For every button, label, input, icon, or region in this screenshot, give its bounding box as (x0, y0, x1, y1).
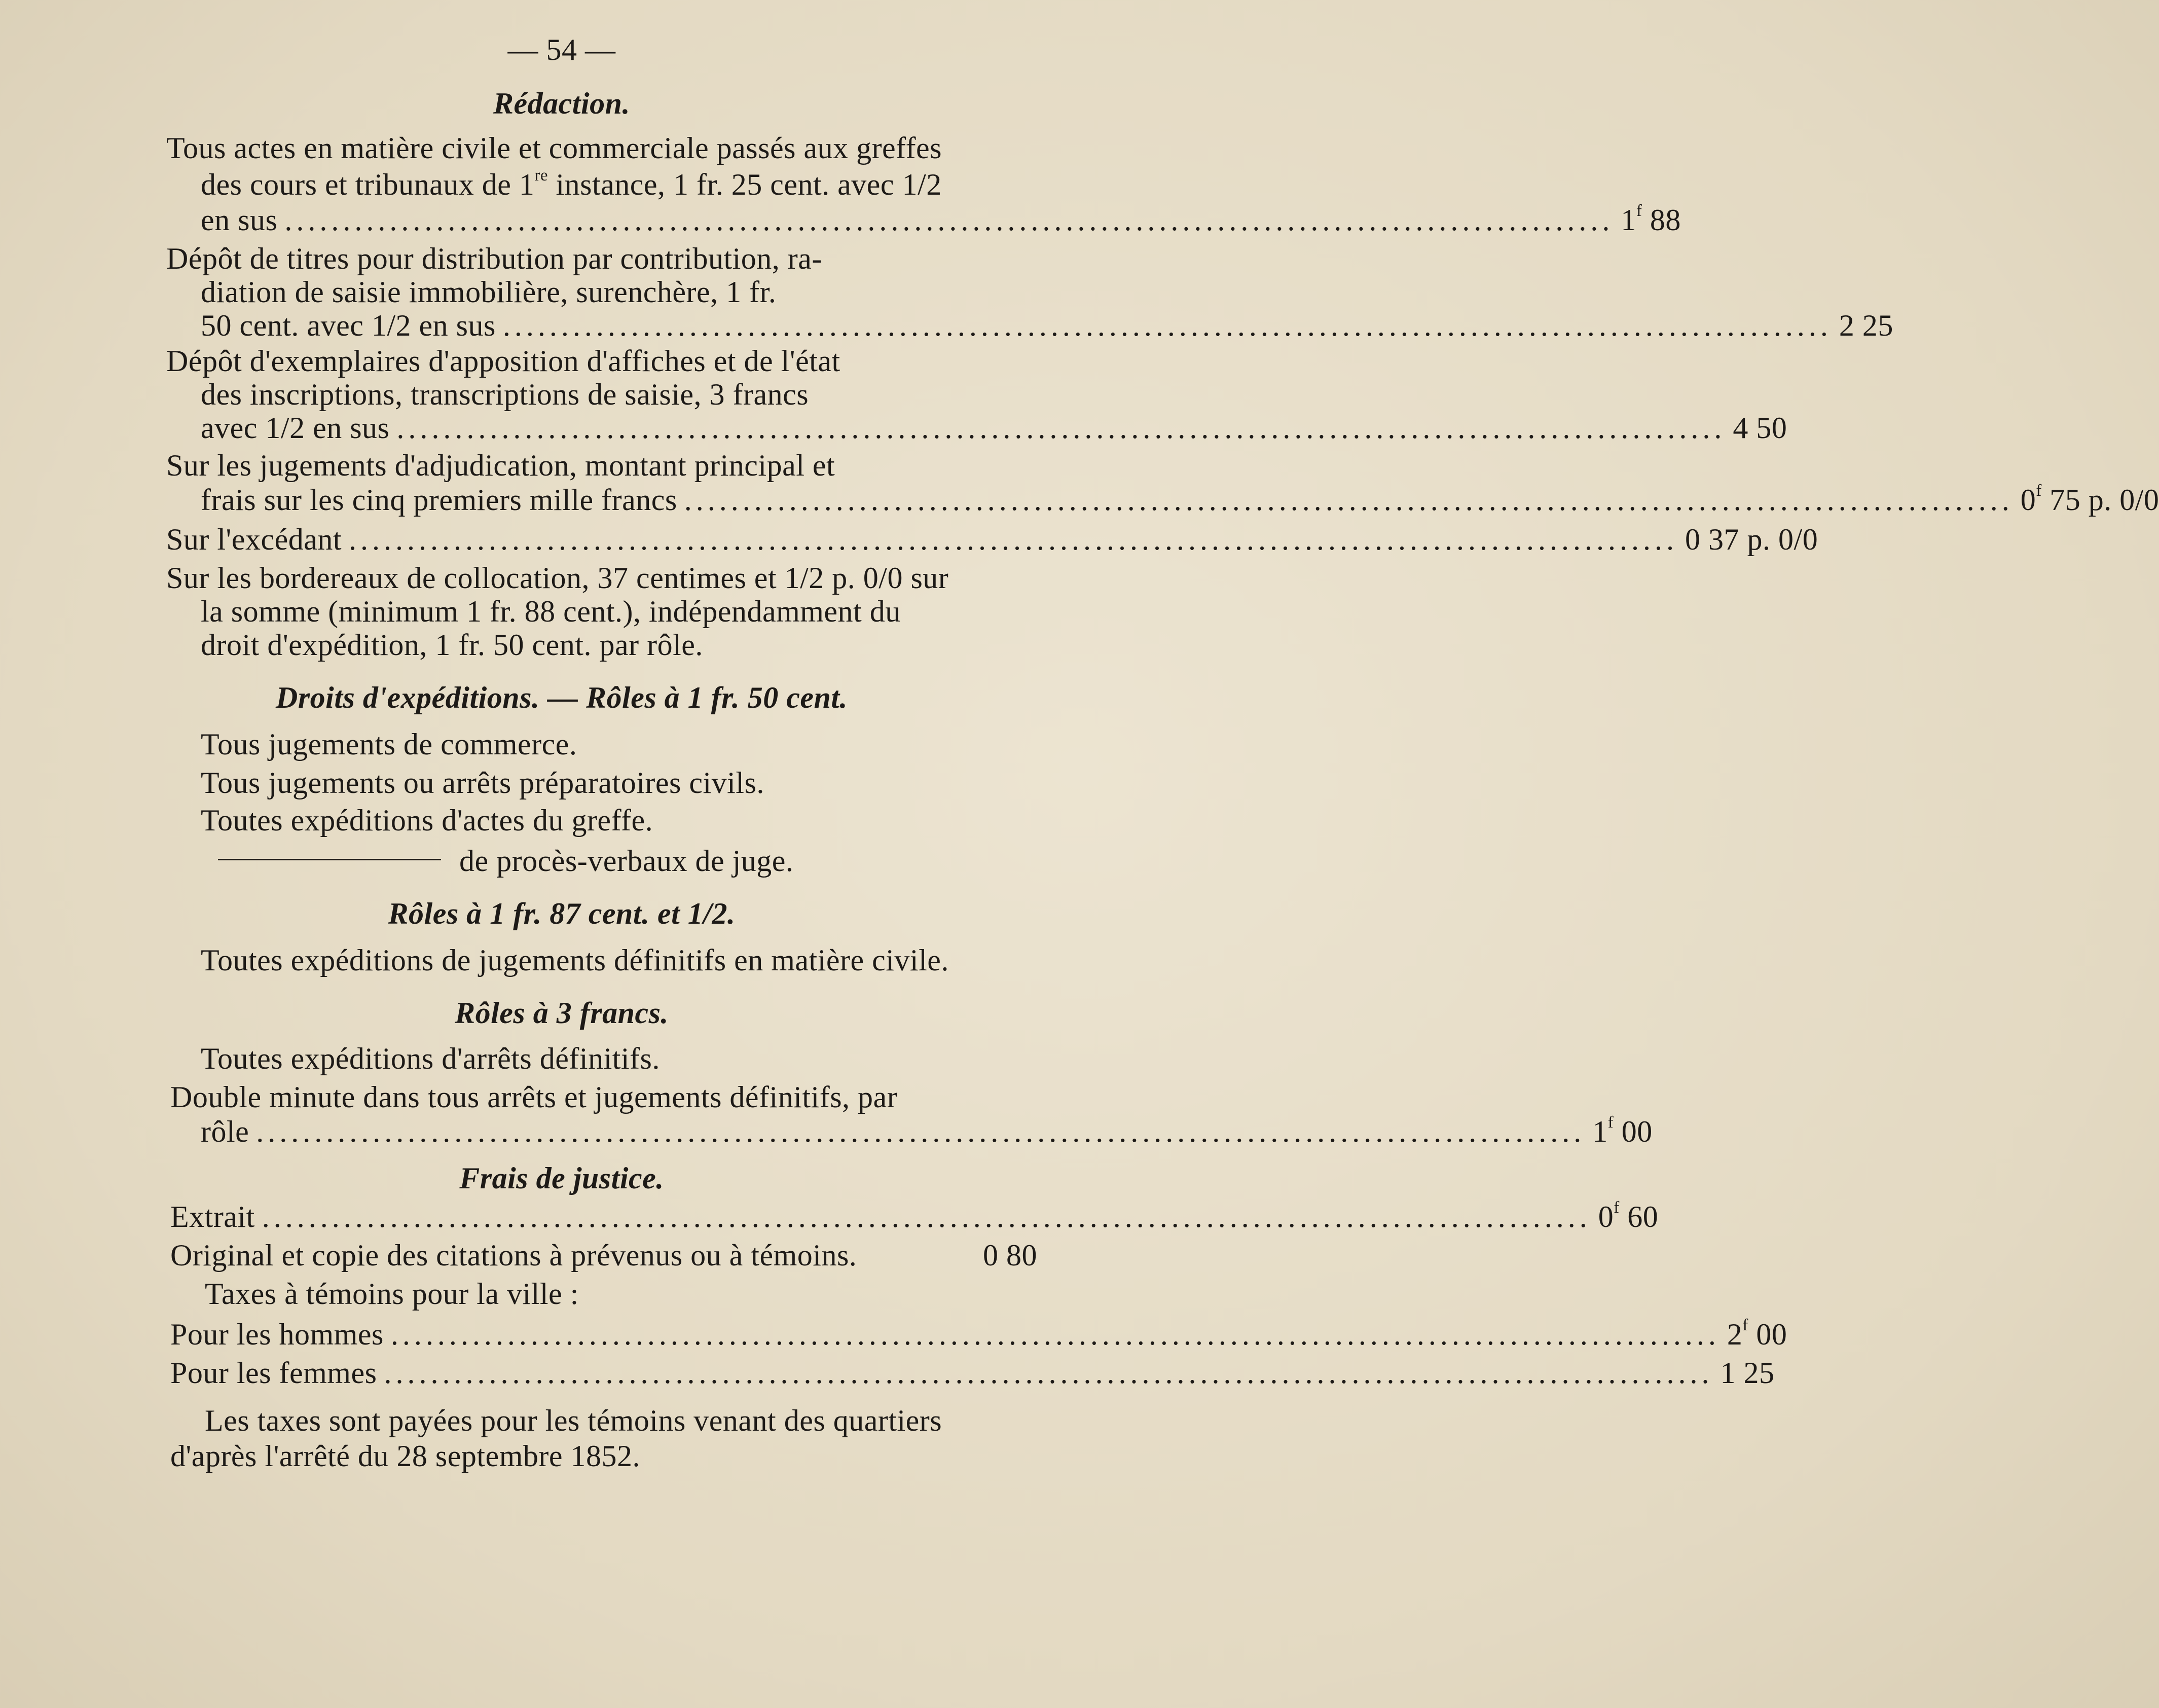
entry-label: Pour les hommes (170, 1318, 384, 1351)
note-text: d'après l'arrêté du 28 septembre 1852. (170, 1439, 640, 1473)
franc-superscript: f (1636, 201, 1642, 220)
leader-line (201, 201, 1681, 238)
leader-dots: .................................................................................................................. (502, 309, 1832, 342)
leader-dots: .................................................................................................................. (384, 1356, 1713, 1390)
amount-part: 75 p. 0/0 (2041, 483, 2159, 517)
entry-label: Extrait (170, 1200, 255, 1233)
leader-dots: .................................................................................................................. (262, 1200, 1591, 1233)
ordinal-superscript: re (534, 166, 548, 185)
leader-line (170, 1237, 1037, 1274)
entry-text: la somme (minimum 1 fr. 88 cent.), indépendamment du (201, 595, 901, 628)
ditto-rule (218, 859, 441, 860)
entry-label: avec 1/2 en sus (201, 411, 390, 445)
franc-superscript: f (1742, 1316, 1748, 1334)
list-item: Tous jugements de commerce. (201, 728, 577, 761)
section-heading-redaction: Rédaction. (493, 87, 630, 120)
list-item: Toutes expéditions d'arrêts définitifs. (201, 1042, 660, 1075)
section-heading-roles-187: Rôles à 1 fr. 87 cent. et 1/2. (388, 897, 736, 930)
franc-superscript: f (1607, 1113, 1614, 1132)
leader-line (201, 307, 1893, 344)
entry-amount (1598, 1198, 1659, 1235)
entry-text: Taxes à témoins pour la ville : (205, 1277, 579, 1311)
leader-line (170, 1355, 1775, 1391)
page-number: — 54 — (507, 33, 616, 66)
leader-line (201, 410, 1787, 446)
entry-amount (1592, 1113, 1653, 1150)
amount-part: 00 (1614, 1115, 1653, 1148)
entry-amount: 1 25 (1720, 1356, 1775, 1390)
entry-label: 50 cent. avec 1/2 en sus (201, 309, 496, 342)
entry-text: Tous actes en matière civile et commerciale passés aux greffes (166, 131, 942, 165)
entry-amount: 4 50 (1733, 411, 1787, 445)
amount-part: 00 (1748, 1318, 1787, 1351)
list-item-text: de procès-verbaux de juge. (459, 844, 794, 878)
amount-part: 2 (1727, 1318, 1743, 1351)
entry-label: frais sur les cinq premiers mille francs (201, 483, 677, 517)
leader-dots: .................................................................................................................. (390, 1318, 1720, 1351)
entry-text: des inscriptions, transcriptions de saisie, 3 francs (201, 378, 809, 411)
leader-line (170, 1198, 1659, 1235)
leader-line (166, 521, 1818, 558)
entry-text: Dépôt de titres pour distribution par contribution, ra- (166, 242, 822, 275)
leader-dots: .................................................................................................................. (396, 411, 1726, 445)
entry-amount: 2 25 (1839, 309, 1893, 342)
franc-superscript: f (1614, 1198, 1620, 1217)
entry-text: Sur les jugements d'adjudication, montant principal et (166, 449, 835, 482)
leader-dots: .................................................................................................................. (349, 523, 1678, 556)
entry-amount: 0 37 p. 0/0 (1685, 523, 1818, 556)
amount-part: 88 (1642, 203, 1681, 237)
franc-superscript: f (2036, 481, 2042, 500)
list-item: Toutes expéditions d'actes du greffe. (201, 804, 653, 837)
leader-dots: .................................................................................................................. (684, 483, 2014, 517)
amount-part: 0 (2020, 483, 2036, 517)
list-item: Tous jugements ou arrêts préparatoires civils. (201, 766, 764, 800)
list-item: Toutes expéditions de jugements définitifs en matière civile. (201, 943, 949, 977)
entry-text: Sur les bordereaux de collocation, 37 centimes et 1/2 p. 0/0 sur (166, 561, 949, 595)
entry-text (201, 166, 942, 203)
entry-label: Pour les femmes (170, 1356, 377, 1390)
section-heading-roles-3: Rôles à 3 francs. (455, 996, 669, 1030)
leader-line (201, 1113, 1653, 1150)
section-heading-expeditions: Droits d'expéditions. — Rôles à 1 fr. 50 cent. (275, 681, 848, 714)
entry-text-part: instance, 1 fr. 25 cent. avec 1/2 (547, 168, 942, 201)
entry-text: droit d'expédition, 1 fr. 50 cent. par rôle. (201, 628, 703, 662)
amount-part: 1 (1592, 1115, 1608, 1148)
leader-dots: .................................................................................................................. (256, 1115, 1586, 1148)
entry-amount (1621, 202, 1681, 238)
entry-text: diation de saisie immobilière, surenchère, 1 fr. (201, 275, 777, 309)
amount-part: 1 (1621, 203, 1636, 237)
leader-dots: .................................................................................................................. (284, 203, 1614, 237)
entry-text-part: des cours et tribunaux de 1 (201, 168, 535, 201)
entry-label: Sur l'excédant (166, 523, 342, 556)
amount-part: 0 (1598, 1200, 1614, 1233)
entry-amount: 0 80 (983, 1239, 1037, 1272)
entry-label: Original et copie des citations à prévenus ou à témoins. (170, 1239, 857, 1272)
leader-line (201, 481, 2159, 518)
entry-label: en sus (201, 203, 278, 237)
entry-text: Dépôt d'exemplaires d'apposition d'affiches et de l'état (166, 344, 840, 378)
entry-label: rôle (201, 1115, 249, 1148)
note-text: Les taxes sont payées pour les témoins venant des quartiers (205, 1404, 942, 1437)
list-item (218, 843, 793, 879)
entry-amount (2021, 482, 2159, 518)
section-heading-justice: Frais de justice. (459, 1161, 664, 1195)
entry-amount (1727, 1316, 1787, 1353)
list-item: Double minute dans tous arrêts et jugements définitifs, par (170, 1080, 898, 1114)
amount-part: 60 (1619, 1200, 1659, 1233)
leader-line (170, 1316, 1787, 1353)
